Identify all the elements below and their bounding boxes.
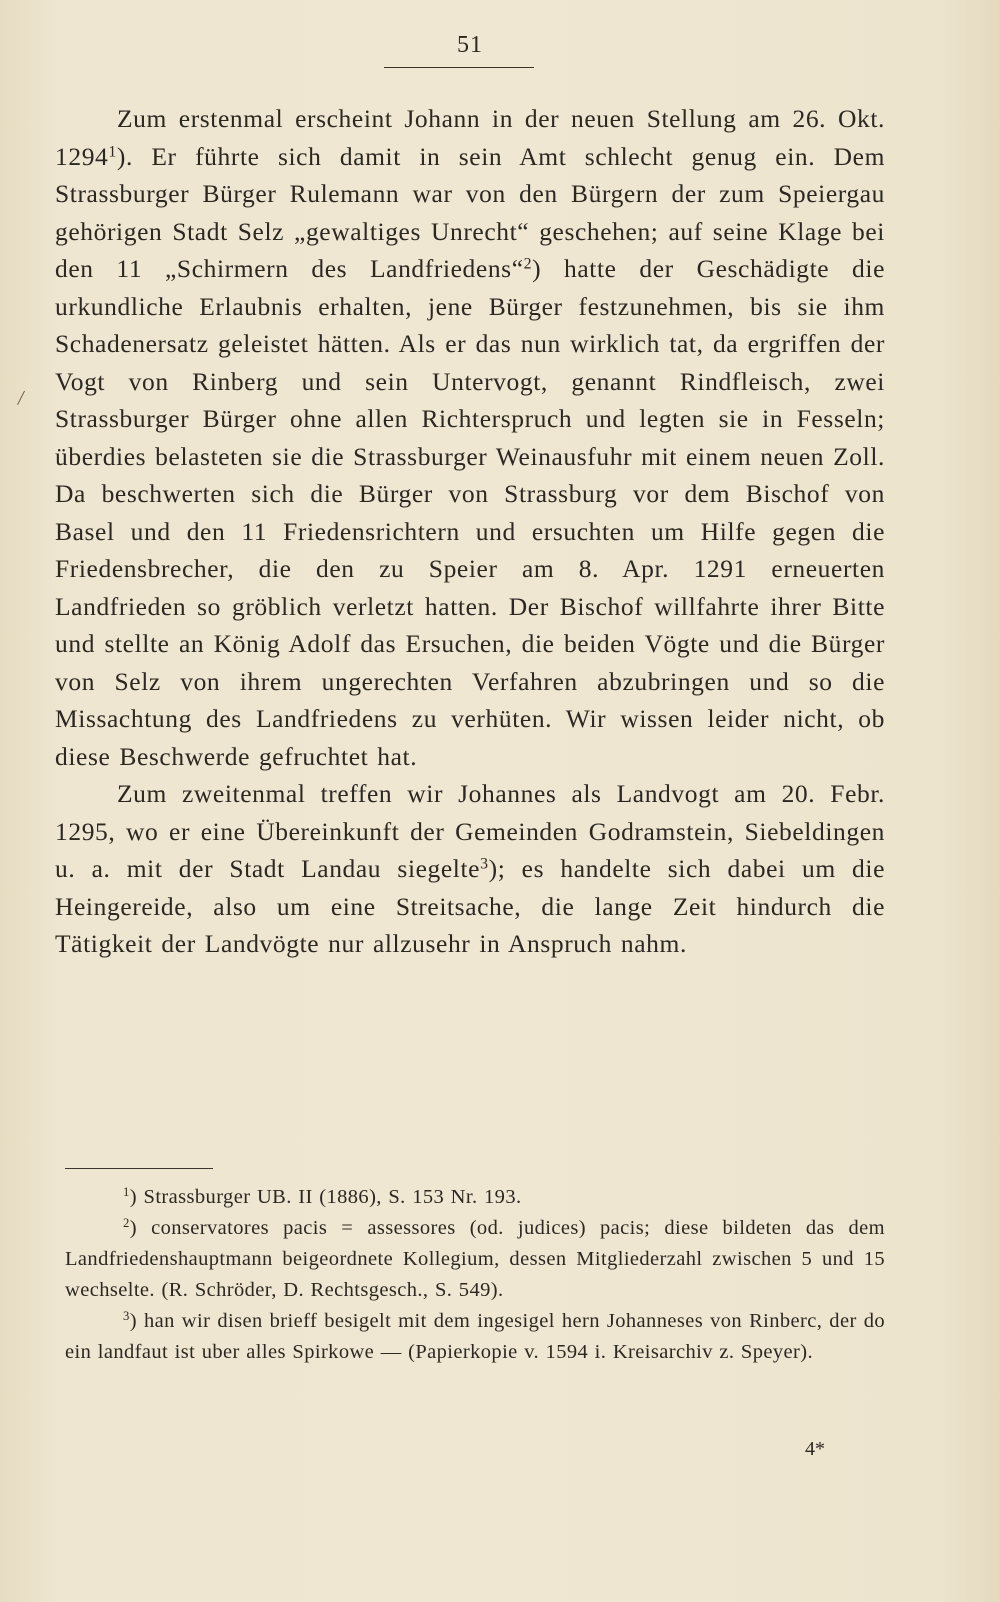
footnote-ref-1: 1 — [108, 142, 117, 160]
footnote-ref-3: 3 — [480, 855, 489, 873]
footnote-ref-2: 2 — [523, 255, 533, 273]
paragraph-2-part-1: Zum zweitenmal treffen wir Johannes als Landvogt am 20. Febr. 1295, wo er eine Übereinkunft der Gemeinden Godramstein, Siebeldingen u. a. mit der Stadt Landau siegelte — [55, 779, 885, 883]
paragraph-1-part-3: ) hatte der Geschädigte die urkundliche Erlaubnis erhalten, jene Bürger festzunehmen, bis sie ihm Schadenersatz geleistet hätten. Als er das nun wirklich tat, da ergriffen der Vogt von Rinberg und sein Untervogt, genannt Rindfleisch, zwei Strassburger Bürger ohne allen Richterspruch und legten sie in Fesseln; überdies belasteten sie die Strassburger Weinausfuhr mit einem neuen Zoll. Da beschwerten sich die Bürger von Strassburg vor dem Bischof von Basel und den 11 Friedensrichtern und ersuchten um Hilfe gegen die Friedensbrecher, die den zu Speier am 8. Apr. 1291 erneuerten Landfrieden so gröblich verletzt hatten. Der Bischof willfahrte ihrer Bitte und stellte an König Adolf das Ersuchen, die beiden Vögte und die Bürger von Selz von ihrem ungerechten Verfahren abzubringen und so die Missachtung des Landfriedens zu verhüten. Wir wissen leider nicht, ob diese Beschwerde gefruchtet hat. — [55, 254, 885, 771]
page-number-rule — [384, 67, 534, 68]
page-number: 51 — [457, 32, 483, 58]
footnote-marker: 2 — [123, 1216, 130, 1231]
footnote-text: ) han wir disen brieff besigelt mit dem ingesigel hern Johanneses von Rinberc, der do ein landfaut ist uber alles Spirkowe — (Papierkopie v. 1594 i. Kreisarchiv z. Speyer). — [65, 1310, 885, 1363]
footnote-separator — [65, 1168, 213, 1169]
sheet-signature: 4* — [805, 1438, 825, 1460]
paragraph-1-part-2: ). Er führte sich damit in sein Amt schlecht genug ein. Dem Strassburger Bürger Rulemann war von den Bürgern der zum Speiergau gehörigen Stadt Selz „gewaltiges Unrecht“ geschehen; auf seine Klage bei den 11 „Schirmern des Landfriedens“ — [55, 141, 885, 283]
footnote-marker: 1 — [123, 1185, 130, 1200]
paragraph-2-part-2: ); es handelte sich dabei um die Heingereide, also um eine Streitsache, die lange Zeit hindurch die Tätigkeit der Landvögte nur allzusehr in Anspruch nahm. — [55, 854, 885, 958]
footnote-2 — [65, 1213, 885, 1306]
footnote-marker: 3 — [123, 1309, 130, 1324]
footnote-text: ) conservatores pacis = assessores (od. judices) pacis; diese bildeten das dem Landfriedenshauptmann beigeordnete Kollegium, dessen Mitgliederzahl zwischen 5 und 15 wechselte. (R. Schröder, D. Rechtsgesch., S. 549). — [65, 1217, 885, 1301]
footnote-3 — [65, 1306, 885, 1368]
paragraph-1 — [55, 100, 885, 775]
paragraph-2 — [55, 775, 885, 963]
main-text — [55, 100, 885, 963]
footnote-text: ) Strassburger UB. II (1886), S. 153 Nr. 193. — [129, 1186, 522, 1208]
footnote-1 — [65, 1182, 885, 1213]
paragraph-1-part-1: Zum erstenmal erscheint Johann in der neuen Stellung am 26. Okt. 1294 — [55, 104, 885, 171]
margin-pencil-mark: / — [16, 384, 26, 411]
footnotes — [65, 1182, 885, 1368]
